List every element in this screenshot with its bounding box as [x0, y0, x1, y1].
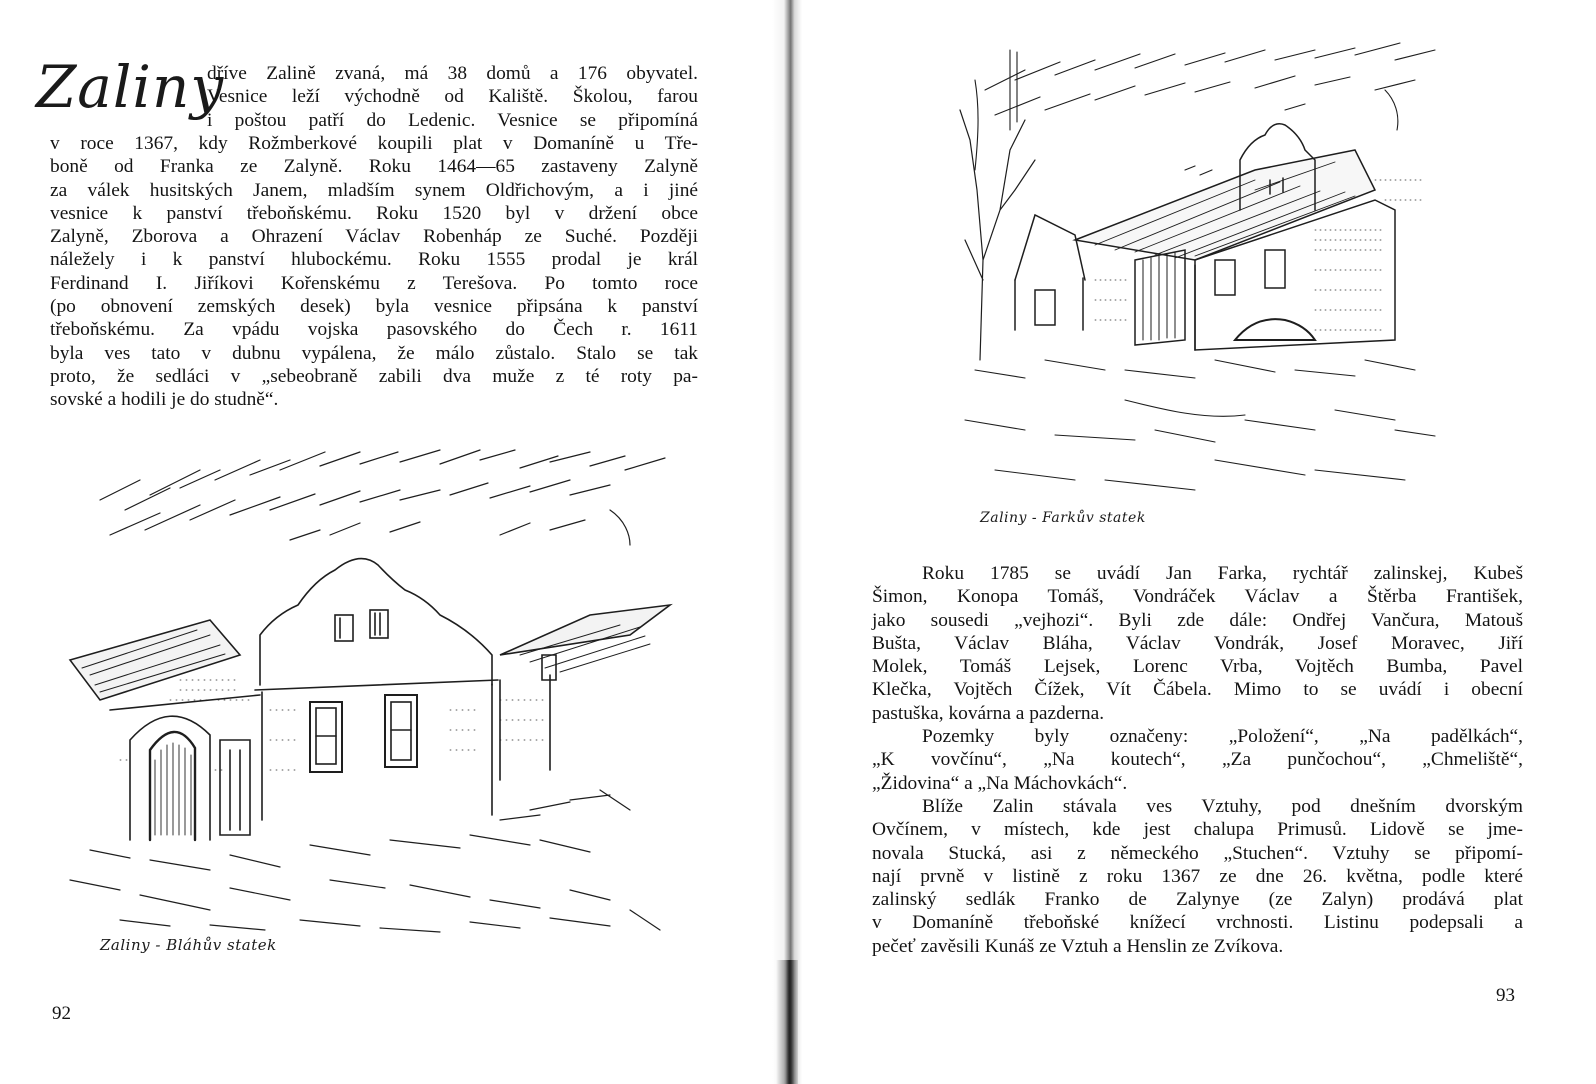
sky-hatching — [100, 450, 665, 545]
text-line: Roku 1785 se uvádí Jan Farka, rychtář zalinskej, Kubeš — [922, 563, 1523, 584]
text-line: i poštou patří do Ledenic. Vesnice se připomíná — [207, 109, 698, 131]
text-line: nají prvně v listině z roku 1367 ze dne 26. května, podle které — [872, 865, 1523, 887]
illustration-caption-right: Zaliny - Farkův statek — [980, 510, 1146, 526]
sky-hatching — [975, 43, 1435, 175]
text-line: pastuška, kovárna a pazderna. — [872, 702, 1105, 724]
text-line: dříve Zalině zvaná, má 38 domů a 176 obyvatel. — [207, 63, 698, 84]
text-line: „Židovina“ a „Na Máchovkách“. — [872, 772, 1128, 794]
text-line: Molek, Tomáš Lejsek, Lorenc Vrba, Vojtěch Bumba, Pavel — [872, 656, 1523, 678]
farmstead-illustration-farka — [955, 40, 1455, 510]
right-page-text — [872, 562, 1523, 958]
text-line: (po obnovení zemských desek) byla vesnice připsána k panství — [50, 296, 698, 318]
text-line: byla ves tato v dubnu vypálena, že málo zůstalo. Stalo se tak — [50, 342, 698, 364]
text-line: jako sousedi „vejhozi“. Byli zde dále: Ondřej Vančura, Matouš — [872, 609, 1523, 631]
text-line: Šimon, Konopa Tomáš, Vondráček Václav a Štěrba František, — [872, 586, 1523, 608]
farmstead-illustration-blaha — [30, 440, 710, 940]
page-number-left: 92 — [52, 1003, 71, 1024]
ground-hatching — [70, 790, 660, 932]
ground-hatching — [965, 360, 1435, 490]
barn-gate-boards — [1143, 252, 1175, 340]
text-line: náležely i k panství hlubockému. Roku 1555 prodal je král — [50, 249, 698, 271]
text-line: třeboňskému. Za vpádu vojska pasovského do Čech r. 1611 — [50, 319, 698, 341]
text-line: boně od Franka ze Zalyně. Roku 1464—65 zastaveny Zalyně — [50, 156, 698, 178]
text-line: v roce 1367, kdy Rožmberkové koupili plat v Domaníně u Tře- — [50, 133, 698, 154]
intro-paragraph — [207, 62, 698, 132]
text-line: vesnice k panství třeboňskému. Roku 1520 byl v držení obce — [50, 202, 698, 224]
wall-stipple — [120, 680, 545, 770]
text-line: Ferdinand I. Jiříkovi Kořenskému z Terešova. Po tomto roce — [50, 272, 698, 294]
text-line: Ovčínem, v místech, kde jest chalupa Primusů. Lidově se jme- — [872, 819, 1523, 841]
page-number-right: 93 — [1496, 985, 1515, 1006]
text-line: Pozemky byly označeny: „Položení“, „Na padělkách“, — [922, 726, 1523, 748]
text-line: Blíže Zalin stávala ves Vztuhy, pod dnešním dvorským — [922, 795, 1523, 817]
history-paragraph — [50, 132, 698, 412]
text-line: Zalyně, Zborova a Ohrazení Václav Robenháp ze Suché. Později — [50, 226, 698, 248]
text-line: Bušta, Václav Bláha, Václav Vondrák, Josef Moravec, Jiří — [872, 632, 1523, 654]
text-line: zalinský sedlák Franko de Zalynye (ze Zalyn) prodává plat — [872, 889, 1523, 911]
text-line: novala Stucká, asi z německého „Stuchen“. Vztuhy se připomí- — [872, 842, 1523, 864]
village-heading: Zaliny — [36, 53, 225, 121]
text-line: Klečka, Vojtěch Čížek, Vít Čábela. Mimo to se uvádí i obecní — [872, 679, 1523, 701]
text-line: sovské a hodili je do studně“. — [50, 389, 279, 411]
text-line: „K vovčínu“, „Na koutech“, „Za punčochou“, „Chmeliště“, — [872, 749, 1523, 771]
illustration-caption-left: Zaliny - Bláhův statek — [100, 936, 277, 954]
text-line: za válek husitských Janem, mladším synem Oldřichovým, a i jiné — [50, 179, 698, 201]
text-line: Vesnice leží východně od Kaliště. Školou, farou — [207, 86, 698, 108]
bare-tree — [960, 110, 1035, 360]
text-line: pečeť zavěsili Kunáš ze Vztuh a Henslin ze Zvíkova. — [872, 935, 1284, 957]
text-line: proto, že sedláci v „sebeobraně zabili dva muže z té roty pa- — [50, 365, 698, 387]
gate-door-hatching — [155, 743, 191, 835]
text-line: v Domaníně třeboňské knížecí vrchnosti. Listinu podepsali a — [872, 912, 1523, 934]
